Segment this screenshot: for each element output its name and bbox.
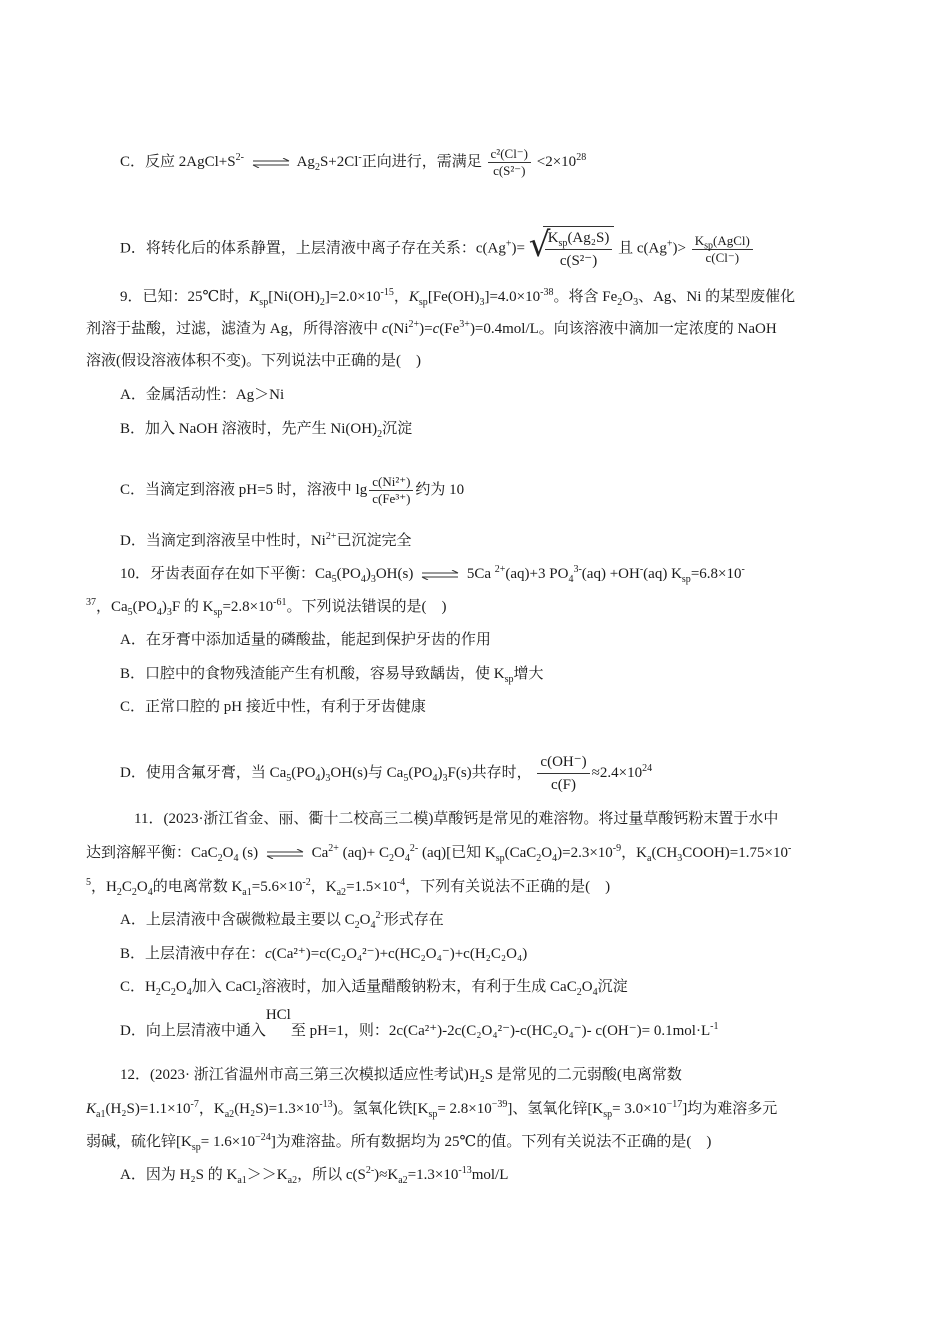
equilibrium-arrow-icon xyxy=(251,158,291,168)
q10-d-fraction: $\frac{c(OH^-)}{c(F)}$ xyxy=(537,751,589,796)
q11-stem-line3: $^5$，$H_2C_2O_4$的电离常数 $K_{a1}=5.6\times 10^{-2}$，$K_{a2}=1.5\times 10^{-4}$，下列有关说法不正确的是( ) xyxy=(86,877,611,898)
q9-option-a: A．金属活动性：Ag＞Ni xyxy=(120,387,285,403)
q9-option-c: C．当滴定到溶液 pH=5 时，溶液中 lg $\frac{\text{c(Ni²⁺)}}{\text{c(Fe³⁺)}}$ 约为 10 xyxy=(120,474,465,506)
q10-option-b: B．口腔中的食物残渣能产生有机酸，容易导致龋齿，使 $K_{sp}$增大 xyxy=(120,666,544,685)
q12-option-a: A．因为 H₂S 的 $K_{a1}>>K_{a2}$，所以 $c(S^{2-})\approx K_{a2}=1.3\times 10^{-13}mol/L$ xyxy=(120,1165,509,1186)
equilibrium-arrow-icon xyxy=(265,849,305,859)
q12-stem-line1: 12．(2023· 浙江省温州市高三第三次模拟适应性考试)H₂S 是常见的二元弱酸(电离常数 xyxy=(120,1067,682,1083)
q9-stem-line1: 9．已知：25℃时，$K_{sp}[Ni(OH)_2]=2.0\times 10^{-15}$，$K_{sp}[Fe(OH)_3]=4.0\times 10^{-38}$。将含 $Fe_2O_3$、Ag、Ni 的某型废催化 xyxy=(120,287,796,308)
q8-d-fraction: $\frac{K_{sp}(AgCl)}{c(Cl^-)}$ xyxy=(692,233,753,266)
q10-stem-line2: $^{37}$，$Ca_5(PO_4)_3F$ 的 $K_{sp}=2.8\times 10^{-61}$。下列说法错误的是( ) xyxy=(86,597,447,618)
q9-stem-line3: 溶液(假设溶液体积不变)。下列说法中正确的是( ) xyxy=(86,353,421,369)
q12-stem-line2: $K_{a1}(H_2S)=1.1\times 10^{-7}$，$K_{a2}(H_2S)=1.3\times 10^{-13}$)。氢氧化铁$[K_{sp}= 2.8\times 10^{-39}]$、氢氧化锌$[K_{sp}= 3.0\times 10^{-17}]$均为难溶多元 xyxy=(86,1099,778,1120)
q11-option-a: A．上层清液中含碳微粒最主要以 $C_2O_4^{2-}$形式存在 xyxy=(120,910,444,931)
sqrt-icon: √ xyxy=(528,225,551,265)
q9-option-b: B．加入 NaOH 溶液时，先产生 $Ni(OH)_2$沉淀 xyxy=(120,421,413,440)
q10-stem-line1: 10．牙齿表面存在如下平衡：$Ca_5(PO_4)_3OH(s)$ 5Ca $^{2+}$(aq)+3 $PO_4^{3-}(aq) +OH^-(aq)$ $K_{sp}=6.8\times 10^-$ xyxy=(120,564,745,585)
q11-stem-line1: 11．(2023·浙江省金、丽、衢十二校高三二模)草酸钙是常见的难溶物。将过量草酸钙粉末置于水中 xyxy=(134,811,779,827)
q9-c-fraction: $\frac{\text{c(Ni²⁺)}}{\text{c(Fe³⁺)}}$ xyxy=(369,474,413,507)
sqrt-expression: √ $\frac{K_{sp}(Ag_2S)}{\text{c(S²⁻)}}$ xyxy=(529,226,615,272)
q8-option-d: D．将转化后的体系静置，上层清液中离子存在关系：c(Ag+)= √ $\frac{K_{sp}(Ag_2S)}{\text{c(S²⁻)}}$ 且 c(Ag+)> $\frac{K_{sp}(AgCl)}{c(Cl^-)}$ xyxy=(120,226,868,272)
q8-option-c: C．反应 $2AgCl+S^{2-}$ $Ag_2S+2Cl^-$正向进行，需满足 $\frac{\text{c²(Cl⁻)}}{\text{c(S²⁻)}}$ $<2\times 10^{28}$ xyxy=(120,146,587,178)
q8-c-fraction: $\frac{\text{c²(Cl⁻)}}{\text{c(S²⁻)}}$ xyxy=(488,146,531,179)
q9-option-d: D．当滴定到溶液呈中性时，$Ni^{2+}$已沉淀完全 xyxy=(120,531,412,549)
equilibrium-arrow-icon xyxy=(420,570,460,580)
q10-option-a: A．在牙膏中添加适量的磷酸盐，能起到保护牙齿的作用 xyxy=(120,632,491,648)
q11-stem-line2: 达到溶解平衡：$CaC_2O_4$ (s) $Ca^{2+}$ $(aq)+ C_2O_4^{2-}$ (aq)[已知 $K_{sp}(CaC_2O_4)=2.3\times 10^{-9}$，$K_a(CH_3COOH)=1.75\times 10^-$ xyxy=(86,843,792,864)
q11-option-d: D．向上层清液中通入 HCl 至 pH=1，则：2c(Ca²⁺)-2c(C₂O₄²⁻)-c(HC₂O₄⁻)- $c(OH^-)= 0.1mol\cdot L^{-1}$ xyxy=(120,1007,719,1039)
q11-option-c: C．$H_2C_2O_4$加入 CaCl$_2$溶液时，加入适量醋酸钠粉末，有利于生成 $CaC_2O_4$沉淀 xyxy=(120,979,628,998)
q10-option-d: D．使用含氟牙膏，当 $Ca_5(PO_4)_3OH(s)$与 $Ca_5(PO_4)_3F(s)$共存时， $\frac{c(OH^-)}{c(F)}$ $\approx 2.4\times 10^{24}$ xyxy=(120,751,868,796)
q10-option-c: C．正常口腔的 pH 接近中性，有利于牙齿健康 xyxy=(120,699,426,715)
q11-option-b: B．上层清液中存在：c(Ca²⁺)=c(C₂O₄²⁻)+c(HC₂O₄⁻)+c(H₂C₂O₄) xyxy=(120,946,528,962)
q12-stem-line3: 弱碱，硫化锌$[K_{sp}= 1.6\times 10^{-24}]$为难溶盐。所有数据均为 25℃的值。下列有关说法不正确的是( ) xyxy=(86,1132,712,1153)
q9-stem-line2: 剂溶于盐酸，过滤，滤渣为 Ag，所得溶液中 $c(Ni^{2+})=c(Fe^{3+})=0.4mol/L$。向该溶液中滴加一定浓度的 NaOH xyxy=(86,319,777,337)
